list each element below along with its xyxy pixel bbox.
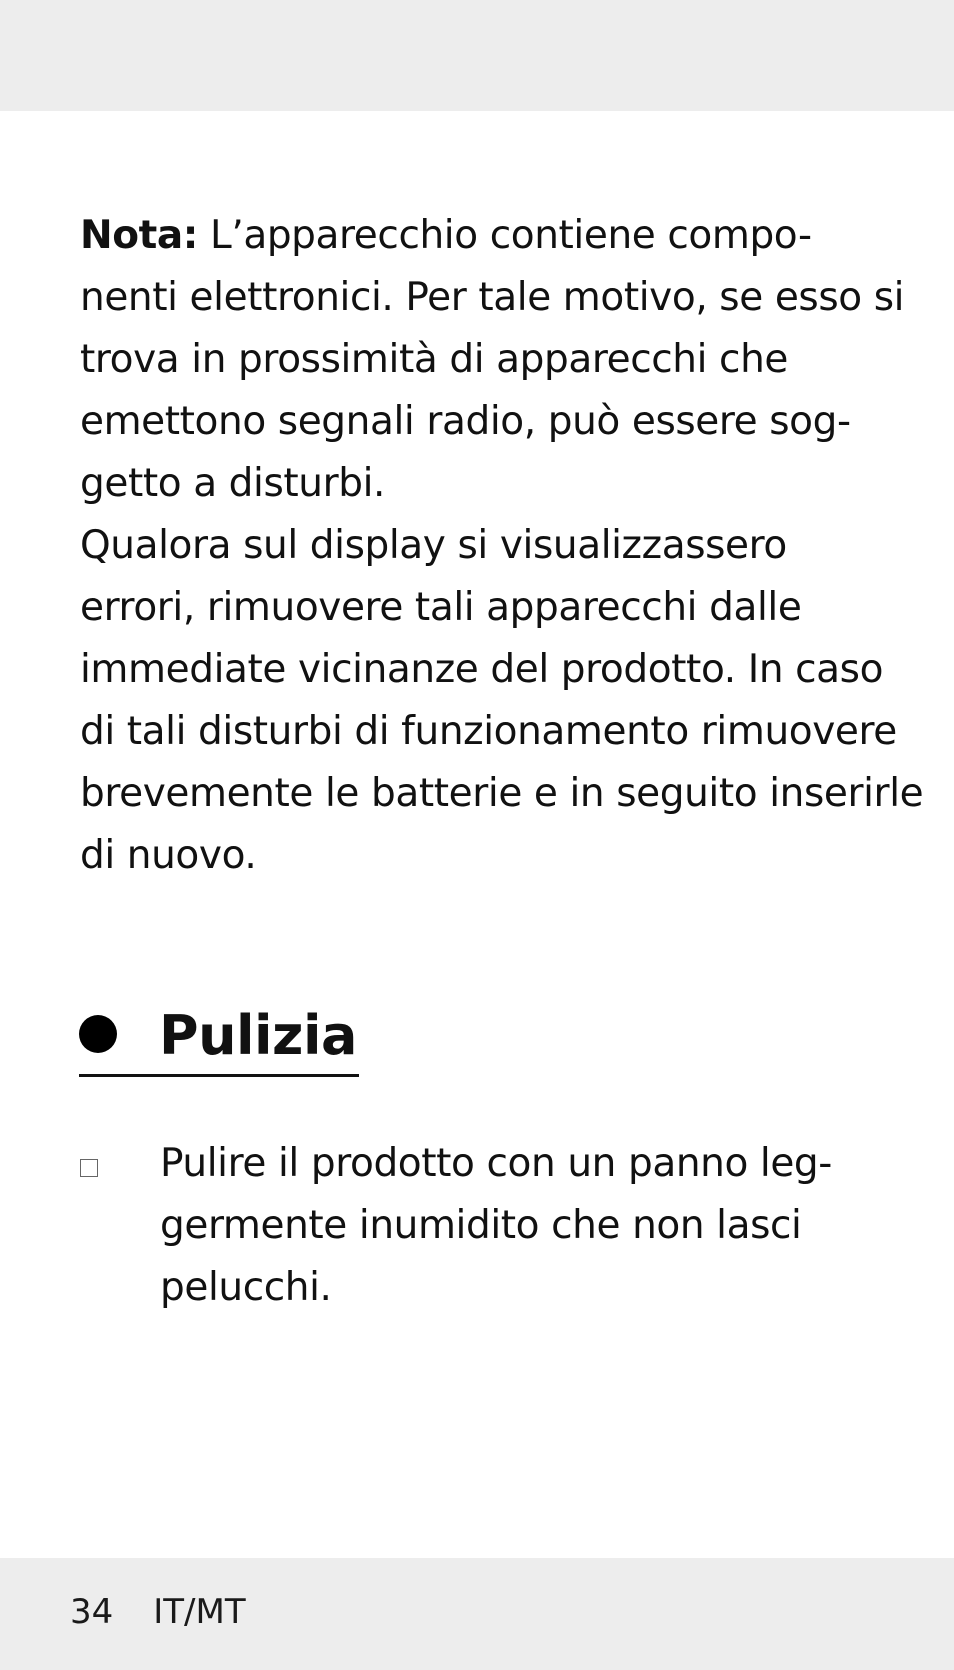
- list-item-line-3: pelucchi.: [160, 1265, 332, 1310]
- note-line-11: di nuovo.: [80, 833, 257, 878]
- page-number: 34: [70, 1592, 114, 1632]
- note-line-8: immediate vicinanze del prodotto. In caso: [80, 647, 884, 692]
- note-line-9: di tali disturbi di funzionamento rimuovere: [80, 709, 897, 754]
- note-paragraph: [80, 205, 924, 887]
- filled-circle-bullet-icon: [79, 1015, 117, 1053]
- note-line-4: emettono segnali radio, può essere sog-: [80, 399, 851, 444]
- list-item-text: [160, 1133, 900, 1319]
- note-line-5: getto a disturbi.: [80, 461, 386, 506]
- note-line-1: [80, 205, 900, 267]
- note-line-10: brevemente le batterie e in seguito inserirle: [80, 771, 924, 816]
- note-line-6: Qualora sul display si visualizzassero: [80, 523, 787, 568]
- language-code: IT/MT: [153, 1592, 246, 1632]
- note-line-2: nenti elettronici. Per tale motivo, se esso si: [80, 275, 905, 320]
- page-footer: [70, 1592, 246, 1632]
- note-text: L’apparecchio contiene compo-: [198, 213, 812, 258]
- note-line-3: trova in prossimità di apparecchi che: [80, 337, 788, 382]
- top-margin-band: [0, 0, 954, 111]
- list-item-line-1: Pulire il prodotto con un panno leg-: [160, 1141, 832, 1186]
- checkbox-square-icon: [80, 1159, 98, 1177]
- note-line-7: errori, rimuovere tali apparecchi dalle: [80, 585, 802, 630]
- list-item-line-2: germente inumidito che non lasci: [160, 1203, 802, 1248]
- section-title: Pulizia: [159, 1004, 357, 1067]
- note-label: Nota:: [80, 213, 198, 258]
- section-heading-pulizia: [79, 998, 359, 1077]
